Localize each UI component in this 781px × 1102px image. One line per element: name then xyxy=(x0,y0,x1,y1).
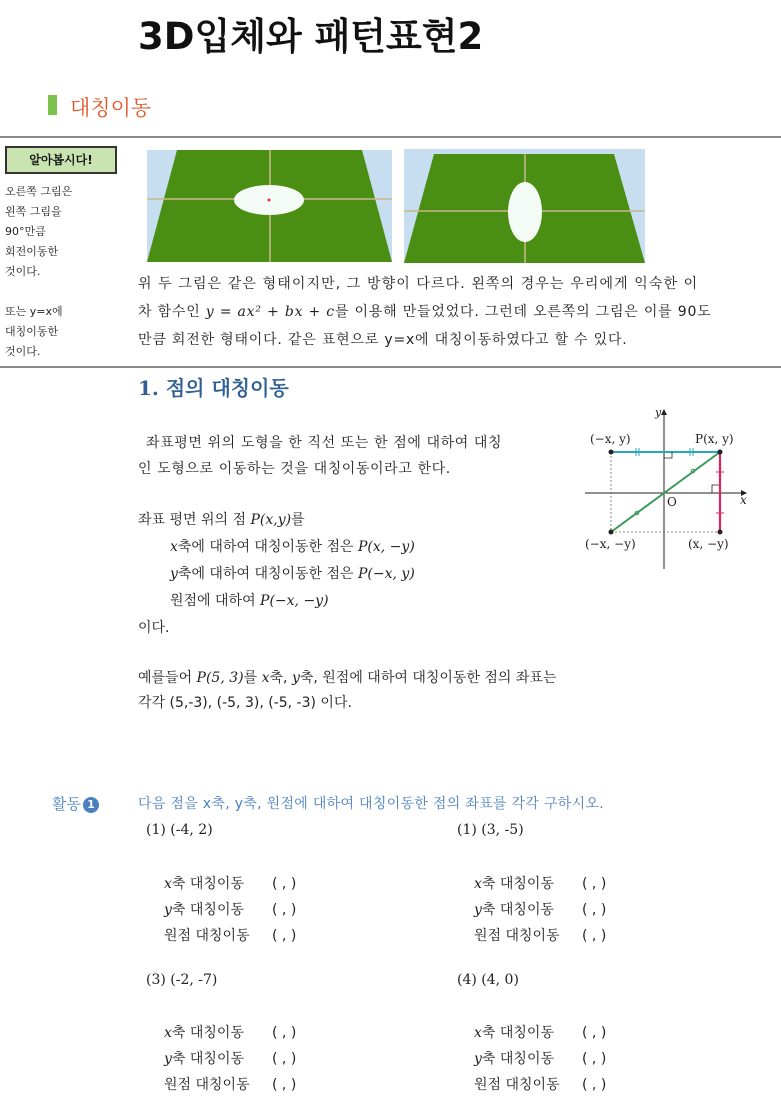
answer-blank: ( , ) xyxy=(582,876,607,892)
section-marker xyxy=(48,95,57,115)
answer-blank: ( , ) xyxy=(582,928,607,944)
side-note-2: 또는 y=x에 대칭이동한 것이다. xyxy=(5,305,63,358)
answer-blank: ( , ) xyxy=(272,1025,297,1041)
intro-paragraph: 위 두 그림은 같은 형태이지만, 그 방향이 다르다. 왼쪽의 경우는 우리에게 익숙한 이 차 함수인 y = ax² + bx + c를 이용해 만들었었다. 그런데 오른쪽의 그림은 이를 90도 만큼 회전한 형태이다. 같은 표현으로 y=x에 대칭이동하였다고 할 수 있다. xyxy=(138,276,712,348)
answer-row-y: y축 대칭이동 ( , ) xyxy=(164,902,297,918)
answer-row-x: x축 대칭이동 ( , ) xyxy=(474,876,607,892)
y-axis-label: y xyxy=(655,406,662,419)
answer-row-y: y축 대칭이동 ( , ) xyxy=(474,902,607,918)
answer-row-x: x축 대칭이동 ( , ) xyxy=(164,1025,297,1041)
answer-row-x: x축 대칭이동 ( , ) xyxy=(164,876,297,892)
rule-end: 이다. xyxy=(138,620,170,636)
heading-point-symmetry: 1. 점의 대칭이동 xyxy=(138,376,289,400)
answer-blank: ( , ) xyxy=(272,928,297,944)
answer-blank: ( , ) xyxy=(272,1051,297,1067)
example-line-2: 각각 (5,-3), (-5, 3), (-5, -3) 이다. xyxy=(138,695,352,711)
surface-image-rotated xyxy=(404,149,645,263)
answer-row-y: y축 대칭이동 ( , ) xyxy=(164,1051,297,1067)
answer-row-origin: 원점 대칭이동 ( , ) xyxy=(164,1077,297,1093)
definition-line-1: 좌표평면 위의 도형을 한 직선 또는 한 점에 대하여 대칭 xyxy=(146,435,503,451)
rule-y-axis: y축에 대하여 대칭이동한 점은 P(−x, y) xyxy=(170,566,415,582)
example-line-1: 예를들어 P(5, 3)를 x축, y축, 원점에 대하여 대칭이동한 점의 좌표는 xyxy=(138,670,557,686)
answer-blank: ( , ) xyxy=(582,1051,607,1067)
problem-4: (4) (4, 0) xyxy=(457,972,519,988)
answer-blank: ( , ) xyxy=(272,902,297,918)
point-q2-label: (−x, y) xyxy=(590,432,631,446)
answer-row-origin: 원점 대칭이동 ( , ) xyxy=(164,928,297,944)
activity-instruction: 다음 점을 x축, y축, 원점에 대하여 대칭이동한 점의 좌표를 각각 구하시오. xyxy=(138,796,604,812)
rule-origin: 원점에 대하여 P(−x, −y) xyxy=(170,593,329,609)
activity-number-badge: 1 xyxy=(83,797,99,813)
answer-row-origin: 원점 대칭이동 ( , ) xyxy=(474,1077,607,1093)
rule-x-axis: x축에 대하여 대칭이동한 점은 P(x, −y) xyxy=(170,539,415,555)
symmetry-diagram xyxy=(580,405,755,575)
point-p-label: P(x, y) xyxy=(695,432,734,446)
side-note-1: 오른쪽 그림은 왼쪽 그림을 90°만큼 회전이동한 것이다. xyxy=(5,185,73,278)
answer-row-y: y축 대칭이동 ( , ) xyxy=(474,1051,607,1067)
answer-blank: ( , ) xyxy=(272,876,297,892)
answer-blank: ( , ) xyxy=(582,1025,607,1041)
page-title: 3D입체와 패턴표현2 xyxy=(138,15,484,58)
answer-blank: ( , ) xyxy=(582,902,607,918)
divider-top xyxy=(0,136,781,138)
answer-blank: ( , ) xyxy=(582,1077,607,1093)
origin-label: O xyxy=(667,495,677,509)
x-axis-label: x xyxy=(740,493,747,507)
point-q3-label: (−x, −y) xyxy=(585,537,636,551)
know-box: 알아봅시다! xyxy=(5,146,117,174)
answer-row-origin: 원점 대칭이동 ( , ) xyxy=(474,928,607,944)
activity-label: 활동 1 xyxy=(52,793,99,814)
problem-2: (1) (3, -5) xyxy=(457,822,524,838)
answer-row-x: x축 대칭이동 ( , ) xyxy=(474,1025,607,1041)
section-title: 대칭이동 xyxy=(70,96,152,120)
problem-1: (1) (-4, 2) xyxy=(146,822,213,838)
divider-middle xyxy=(0,366,781,368)
problem-3: (3) (-2, -7) xyxy=(146,972,218,988)
answer-blank: ( , ) xyxy=(272,1077,297,1093)
surface-image-horizontal xyxy=(147,150,392,262)
definition-line-2: 인 도형으로 이동하는 것을 대칭이동이라고 한다. xyxy=(138,461,451,477)
rule-intro: 좌표 평면 위의 점 P(x,y)를 xyxy=(138,512,305,528)
point-q4-label: (x, −y) xyxy=(688,537,729,551)
